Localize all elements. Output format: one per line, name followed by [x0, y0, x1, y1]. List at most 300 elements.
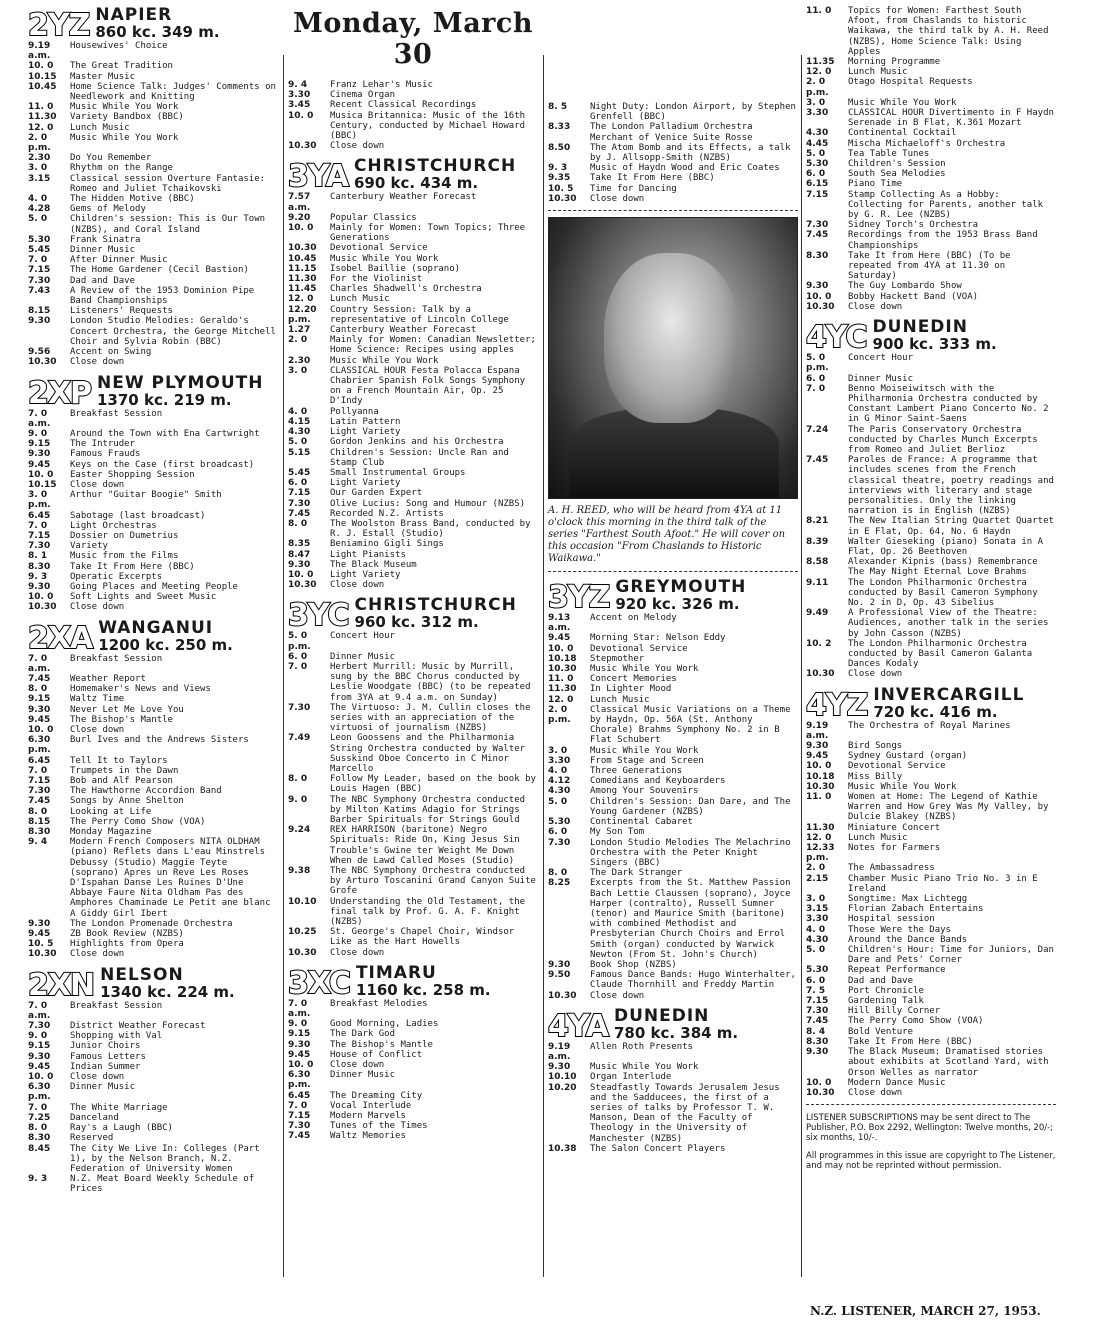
programme-entry: [548, 827, 798, 837]
programme-entry: [28, 705, 278, 715]
programme-entry: [806, 455, 1056, 516]
programme-title: Around the Dance Bands: [848, 934, 968, 945]
programme-time: 10.30: [288, 243, 317, 254]
programme-entry: [806, 1078, 1056, 1088]
station-details: [100, 966, 235, 1001]
programme-entry: [28, 541, 278, 551]
programme-time: 3.15: [28, 173, 51, 184]
programme-title: Monday Magazine: [70, 827, 152, 838]
programme-time: 9.30: [806, 281, 829, 292]
programme-entry: [28, 439, 278, 449]
programme-time: 7.45: [806, 455, 829, 466]
programme-title: N.Z. Meat Board Weekly Schedule of Prices: [70, 1174, 255, 1195]
programme-title: Famous Frauds: [70, 449, 141, 460]
programme-time: 8.50: [548, 142, 571, 153]
programme-title: The Dreaming City: [330, 1090, 423, 1101]
programme-entry: [288, 795, 538, 826]
programme-title: Gems of Melody: [70, 204, 146, 215]
programme-title: District Weather Forecast: [70, 1021, 206, 1032]
programme-time: 4.12: [548, 776, 571, 787]
programme-title: Those Were the Days: [848, 924, 951, 935]
programme-time: 7.45: [28, 796, 51, 807]
programme-entry: [288, 100, 538, 110]
programme-entry: [28, 214, 278, 234]
programme-title: Children's Session: [848, 159, 946, 170]
programme-time: 7.30: [28, 275, 51, 286]
programme-entry: [806, 639, 1056, 670]
programme-entry: [806, 772, 1056, 782]
programme-time: 10.10: [548, 1072, 577, 1083]
programme-entry: [28, 286, 278, 306]
programme-title: Vocal Interlude: [330, 1100, 412, 1111]
programme-title: Walter Gieseking (piano) Sonata in A Flat, Op. 26 Beethoven: [848, 536, 1044, 557]
programme-entry: [288, 825, 538, 866]
programme-entry: [28, 82, 278, 102]
programme-title: Frank Sinatra: [70, 234, 141, 245]
programme-entry: [288, 111, 538, 142]
programme-entry: [548, 868, 798, 878]
station-details: [614, 1007, 738, 1042]
programme-time: 10.15: [28, 71, 57, 82]
station-name: NAPIER: [95, 5, 173, 25]
programme-time: 2.30: [288, 355, 311, 366]
programme-title: Junior Choirs: [70, 1041, 141, 1052]
programme-title: Housewives' Choice: [70, 41, 168, 51]
programme-title: Music While You Work: [330, 253, 439, 264]
programme-time: 9.45: [806, 751, 829, 762]
programme-entry: [806, 925, 1056, 935]
programme-title: Dinner Music: [70, 1082, 136, 1093]
programme-time: 7. 0: [288, 1100, 308, 1111]
programme-entry: [548, 960, 798, 970]
programme-time: 6.45: [288, 1090, 311, 1101]
programme-time: 7. 0 a.m.: [28, 1000, 51, 1021]
programme-title: Miss Billy: [848, 771, 903, 782]
programme-title: Gordon Jenkins and his Orchestra: [330, 437, 504, 448]
programme-entry: [288, 213, 538, 223]
programme-time: 7.30: [288, 702, 311, 713]
programme-title: Close down: [70, 602, 125, 613]
programme-title: Miniature Concert: [848, 822, 941, 833]
programme-title: Recent Classical Recordings: [330, 100, 477, 111]
programme-entry: [806, 292, 1056, 302]
programme-time: 5. 0 p.m.: [288, 631, 311, 652]
programme-title: Music While You Work: [848, 781, 957, 792]
programme-title: In Lighter Mood: [590, 684, 672, 695]
programme-list: [806, 6, 1056, 312]
programme-entry: [806, 159, 1056, 169]
programme-time: 11. 0: [28, 102, 54, 113]
programme-entry: [806, 935, 1056, 945]
programme-time: 10.10: [288, 896, 317, 907]
programme-title: Breakfast Session: [70, 408, 163, 419]
programme-time: 5. 0: [288, 437, 308, 448]
station-block: [548, 578, 798, 1001]
programme-title: Bird Songs: [848, 741, 903, 751]
programme-entry: [28, 766, 278, 776]
station-name: CHRISTCHURCH: [354, 595, 517, 616]
programme-time: 8. 0: [288, 774, 308, 785]
programme-entry: [806, 251, 1056, 282]
programme-time: 11.30: [28, 112, 57, 123]
programme-title: For the Violinist: [330, 274, 423, 285]
programme-title: Homemaker's News and Views: [70, 684, 211, 695]
programme-time: 7. 0: [28, 255, 48, 266]
programme-entry: [806, 77, 1056, 97]
programme-entry: [28, 153, 278, 163]
programme-entry: [28, 654, 278, 674]
programme-time: 9. 4: [28, 837, 48, 848]
programme-entry: [548, 817, 798, 827]
station-header: [28, 6, 278, 41]
column-rule: [283, 55, 284, 1277]
programme-time: 7. 0: [806, 383, 826, 394]
programme-title: Variety: [70, 541, 108, 552]
programme-time: 7.30: [548, 837, 571, 848]
programme-title: Comedians and Keyboarders: [590, 776, 726, 787]
column-rule: [543, 55, 544, 1277]
programme-time: 2. 0: [288, 335, 308, 346]
programme-entry: [288, 1121, 538, 1131]
programme-time: 6.30 p.m.: [288, 1070, 311, 1091]
programme-time: 7.15: [28, 265, 51, 276]
programme-title: Modern Marvels: [330, 1111, 406, 1122]
programme-time: 10.30: [288, 141, 317, 152]
programme-time: 10. 0: [288, 1060, 314, 1071]
station-call-sign: 3YC: [288, 598, 349, 634]
programme-entry: [288, 305, 538, 325]
programme-entry: [28, 1062, 278, 1072]
station-call-sign: 4YA: [548, 1008, 608, 1044]
programme-time: 9.30: [28, 316, 51, 327]
station-name: DUNEDIN: [872, 317, 968, 338]
programme-title: Dinner Music: [330, 1070, 396, 1081]
programme-title: The London Promenade Orchestra: [70, 918, 233, 929]
programme-time: 10. 5: [28, 939, 54, 950]
programme-title: Three Generations: [590, 766, 683, 777]
programme-time: 8.15: [28, 816, 51, 827]
station-name: WANGANUI: [98, 617, 214, 638]
programme-entry: [288, 488, 538, 498]
station-frequency: 1370 kc. 219 m.: [97, 390, 232, 409]
programme-time: 12.33 p.m.: [806, 843, 835, 864]
programme-time: 10. 0: [288, 110, 314, 121]
programme-list: [288, 192, 538, 590]
programme-time: 10. 0: [806, 761, 832, 772]
programme-list: [548, 1042, 798, 1154]
programme-title: Music While You Work: [590, 1062, 699, 1073]
programme-entry: [288, 356, 538, 366]
programme-entry: [28, 796, 278, 806]
programme-entry: [806, 1037, 1056, 1047]
programme-time: 5.30: [548, 817, 571, 828]
programme-title: Country Session: Talk by a representative of Lincoln College: [330, 304, 509, 325]
programme-time: 7.15: [28, 776, 51, 786]
programme-time: 5. 0: [806, 148, 826, 159]
programme-title: Modern Dance Music: [848, 1077, 946, 1088]
programme-title: Follow My Leader, based on the book by Louis Hagen (BBC): [330, 774, 536, 795]
programme-time: 10.30: [28, 357, 57, 368]
programme-title: Highlights from Opera: [70, 939, 184, 950]
programme-time: 5.30: [28, 234, 51, 245]
programme-title: Concert Hour: [330, 631, 396, 642]
station-call-sign: 4YZ: [806, 687, 868, 723]
programme-title: Close down: [848, 1087, 903, 1098]
programme-time: 11. 0: [548, 674, 574, 685]
programme-entry: [548, 756, 798, 766]
programme-entry: [28, 204, 278, 214]
programme-time: 7.45: [288, 1131, 311, 1142]
programme-time: 10. 0: [806, 1077, 832, 1088]
programme-time: 8.58: [806, 557, 829, 568]
programme-entry: [548, 838, 798, 869]
programme-title: Dad and Dave: [70, 275, 136, 286]
programme-title: Recordings from the 1953 Brass Band Championships: [848, 230, 1038, 251]
programme-entry: [28, 41, 278, 61]
programme-title: Our Garden Expert: [330, 488, 423, 499]
programme-title: The Hidden Motive (BBC): [70, 194, 195, 205]
programme-title: Concert Hour: [848, 353, 914, 364]
programme-time: 3. 0: [548, 745, 568, 756]
programme-title: Mainly for Women: Town Topics; Three Generations: [330, 223, 526, 244]
programme-entry: [28, 1031, 278, 1041]
programme-time: 10.18: [548, 653, 577, 664]
programme-title: Take It From Here (BBC): [848, 1036, 973, 1047]
programme-time: 7.30: [28, 786, 51, 797]
programme-title: Recorded N.Z. Artists: [330, 508, 444, 519]
programme-entry: [288, 223, 538, 243]
programme-title: Allen Roth Presents: [590, 1041, 693, 1052]
programme-entry: [28, 694, 278, 704]
programme-title: The New Italian String Quartet Quartet in E Flat, Op. 64, No. 6 Haydn: [848, 516, 1054, 537]
programme-entry: [28, 1082, 278, 1102]
programme-title: Excerpts from the St. Matthew Passion Bach Lettie Claussen (soprano), Joyce Harper (contralto), Russell Sumner (tenor) and Maurice Smith (baritone) with combined Methodist and Presbyterian Church Choirs and Errol Smith (organ) conducted by Warwick Newton (From St. John's Church): [590, 878, 791, 960]
programme-title: Mischa Michaeloff's Orchestra: [848, 138, 1006, 149]
programme-entry: [28, 602, 278, 612]
station-call-sign: 2XP: [28, 375, 91, 411]
programme-title: Keys on the Case (first broadcast): [70, 459, 255, 470]
programme-entry: [28, 490, 278, 510]
programme-entry: [28, 735, 278, 755]
programme-title: Time for Dancing: [590, 183, 677, 194]
programme-title: Lunch Music: [330, 294, 390, 305]
programme-title: Rhythm on the Range: [70, 163, 173, 174]
programme-list: [28, 1001, 278, 1195]
programme-title: Danceland: [70, 1112, 119, 1123]
programme-entry: [806, 302, 1056, 312]
station-call-sign: 2XA: [28, 620, 93, 656]
programme-time: 9.35: [548, 173, 571, 184]
station-call-sign: 3XC: [288, 965, 350, 1001]
programme-time: 8.30: [806, 250, 829, 261]
programme-time: 3. 0: [806, 894, 826, 905]
programme-time: 9.30: [548, 1062, 571, 1073]
programme-entry: [28, 1133, 278, 1143]
programme-title: Close down: [330, 141, 385, 152]
programme-time: 12. 0: [288, 294, 314, 305]
programme-title: Lunch Music: [590, 694, 650, 705]
programme-time: 3. 0: [288, 365, 308, 376]
programme-entry: [28, 72, 278, 82]
station-header: [28, 619, 278, 654]
programme-entry: [28, 939, 278, 949]
programme-title: Music While You Work: [330, 355, 439, 366]
programme-time: 10. 0: [28, 1072, 54, 1083]
programme-title: The NBC Symphony Orchestra conducted by Milton Katims Adagio for Strings Barber Spirituals for Strings Gould: [330, 794, 526, 825]
programme-entry: [28, 684, 278, 694]
programme-title: The City We Live In: Colleges (Part 1), by the Nelson Branch, N.Z. Federation of University Women: [70, 1143, 260, 1174]
station-details: [873, 318, 997, 353]
programme-time: 7.30: [288, 498, 311, 509]
programme-entry: [548, 1062, 798, 1072]
station-header: [28, 966, 278, 1001]
programme-entry: [548, 1083, 798, 1144]
station-call-sign: 3YA: [288, 159, 348, 195]
programme-time: 9.15: [28, 1041, 51, 1052]
programme-time: 8. 0: [28, 684, 48, 695]
programme-time: 9.30: [28, 581, 51, 592]
programme-entry: [806, 863, 1056, 873]
programme-time: 7.15: [288, 488, 311, 499]
programme-time: 3.30: [806, 914, 829, 925]
programme-title: Children's Hour: Time for Juniors, Dan Dare and Pets' Corner: [848, 945, 1054, 966]
programme-entry: [288, 631, 538, 651]
programme-title: Canterbury Weather Forecast: [330, 325, 477, 336]
programme-time: 7. 0: [28, 1102, 48, 1113]
programme-time: 7.30: [806, 1006, 829, 1017]
programme-title: Organ Interlude: [590, 1072, 672, 1083]
station-header: [28, 374, 278, 409]
programme-time: 8.30: [806, 1036, 829, 1047]
programme-entry: [548, 644, 798, 654]
programme-title: Accent on Swing: [70, 347, 152, 358]
programme-time: 5. 0: [548, 796, 568, 807]
programme-time: 3.30: [806, 108, 829, 119]
programme-time: 10. 0: [288, 569, 314, 580]
programme-entry: [28, 776, 278, 786]
station-details: [355, 596, 517, 631]
programme-entry: [28, 347, 278, 357]
programme-time: 3.30: [548, 755, 571, 766]
programme-title: Easter Shopping Session: [70, 469, 195, 480]
programme-entry: [28, 919, 278, 929]
programme-entry: [28, 1144, 278, 1175]
programme-time: 7.15: [288, 1111, 311, 1122]
programme-entry: [806, 230, 1056, 250]
programme-list: [28, 41, 278, 368]
programme-title: Continental Cabaret: [590, 817, 693, 828]
programme-list: [288, 999, 538, 1142]
programme-time: 7.30: [28, 541, 51, 552]
station-block: [28, 619, 278, 960]
column-3: [548, 0, 798, 1158]
programme-title: Home Science Talk: Judges' Comments on Needlework and Knitting: [70, 81, 276, 103]
station-call-sign: 2YZ: [28, 8, 90, 43]
programme-entry: [806, 425, 1056, 456]
programme-time: 9.11: [806, 577, 829, 588]
programme-time: 9.19 a.m.: [806, 720, 829, 741]
programme-entry: [28, 949, 278, 959]
programme-title: Famous Dance Bands: Hugo Winterhalter, Claude Thornhill and Freddy Martin: [590, 970, 796, 991]
programme-title: Cinema Organ: [330, 90, 396, 101]
programme-time: 9.19 a.m.: [28, 41, 51, 62]
programme-entry: [806, 1006, 1056, 1016]
programme-entry: [28, 409, 278, 429]
programme-title: Charles Shadwell's Orchestra: [330, 284, 482, 295]
programme-entry: [288, 274, 538, 284]
programme-entry: [288, 437, 538, 447]
programme-entry: [28, 357, 278, 367]
programme-title: Repeat Performance: [848, 965, 946, 976]
programme-entry: [806, 374, 1056, 384]
station-block: [288, 80, 538, 151]
programme-title: Waltz Time: [70, 694, 125, 705]
programme-entry: [28, 1174, 278, 1194]
programme-entry: [28, 837, 278, 919]
programme-entry: [806, 904, 1056, 914]
programme-time: 2. 0 p.m.: [806, 77, 829, 98]
programme-time: 5. 0: [28, 214, 48, 225]
programme-time: 7.43: [28, 285, 51, 296]
programme-time: 7. 0: [28, 765, 48, 776]
programme-title: The London Palladium Orchestra Merchant of Venice Suite Rosse: [590, 122, 753, 143]
programme-entry: [288, 866, 538, 897]
programme-entry: [548, 143, 798, 163]
programme-time: 9.30: [288, 559, 311, 570]
programme-entry: [288, 141, 538, 151]
programme-time: 8.30: [28, 827, 51, 838]
programme-entry: [28, 276, 278, 286]
programme-title: Olive Lucius: Song and Humour (NZBS): [330, 498, 526, 509]
programme-title: Light Variety: [330, 427, 401, 438]
programme-entry: [28, 592, 278, 602]
programme-title: Mainly for Women: Canadian Newsletter; Home Science: Recipes using apples: [330, 335, 536, 356]
programme-title: St. George's Chapel Choir, Windsor Like as the Hart Howells: [330, 927, 515, 948]
programme-entry: [28, 674, 278, 684]
programme-title: Light Variety: [330, 478, 401, 489]
programme-entry: [806, 1016, 1056, 1026]
programme-entry: [548, 654, 798, 664]
programme-entry: [548, 194, 798, 204]
programme-title: The Woolston Brass Band, conducted by R. J. Estall (Studio): [330, 518, 531, 540]
programme-time: 9. 4: [288, 80, 308, 90]
programme-entry: [28, 306, 278, 316]
programme-title: Port Chronicle: [848, 985, 924, 996]
programme-title: Going Places and Meeting People: [70, 581, 238, 592]
programme-entry: [548, 1072, 798, 1082]
programme-entry: [806, 220, 1056, 230]
programme-title: Otago Hospital Requests: [848, 77, 973, 88]
programme-title: The NBC Symphony Orchestra conducted by Arturo Toscanini Grand Canyon Suite Grofe: [330, 866, 536, 897]
programme-entry: [806, 761, 1056, 771]
station-block: [806, 686, 1056, 1099]
programme-title: The Great Tradition: [70, 61, 173, 72]
programme-time: 8.39: [806, 536, 829, 547]
programme-title: Take It from Here (BBC) (To be repeated from 4YA at 11.30 on Saturday): [848, 250, 1011, 282]
programme-time: 5. 0 p.m.: [806, 353, 829, 374]
programme-entry: [28, 460, 278, 470]
programme-title: London Studio Melodies: Geraldo's Concert Orchestra, the George Mitchell Choir and Sylvia Robin (BBC): [70, 316, 276, 347]
programme-title: Weather Report: [70, 673, 146, 684]
programme-title: Waltz Memories: [330, 1131, 406, 1142]
programme-entry: [806, 751, 1056, 761]
programme-time: 8. 0: [28, 1123, 48, 1134]
programme-entry: [288, 1040, 538, 1050]
programme-time: 7.30: [288, 1121, 311, 1132]
station-block: [28, 966, 278, 1195]
programme-time: 1.27: [288, 325, 311, 336]
programme-entry: [806, 179, 1056, 189]
